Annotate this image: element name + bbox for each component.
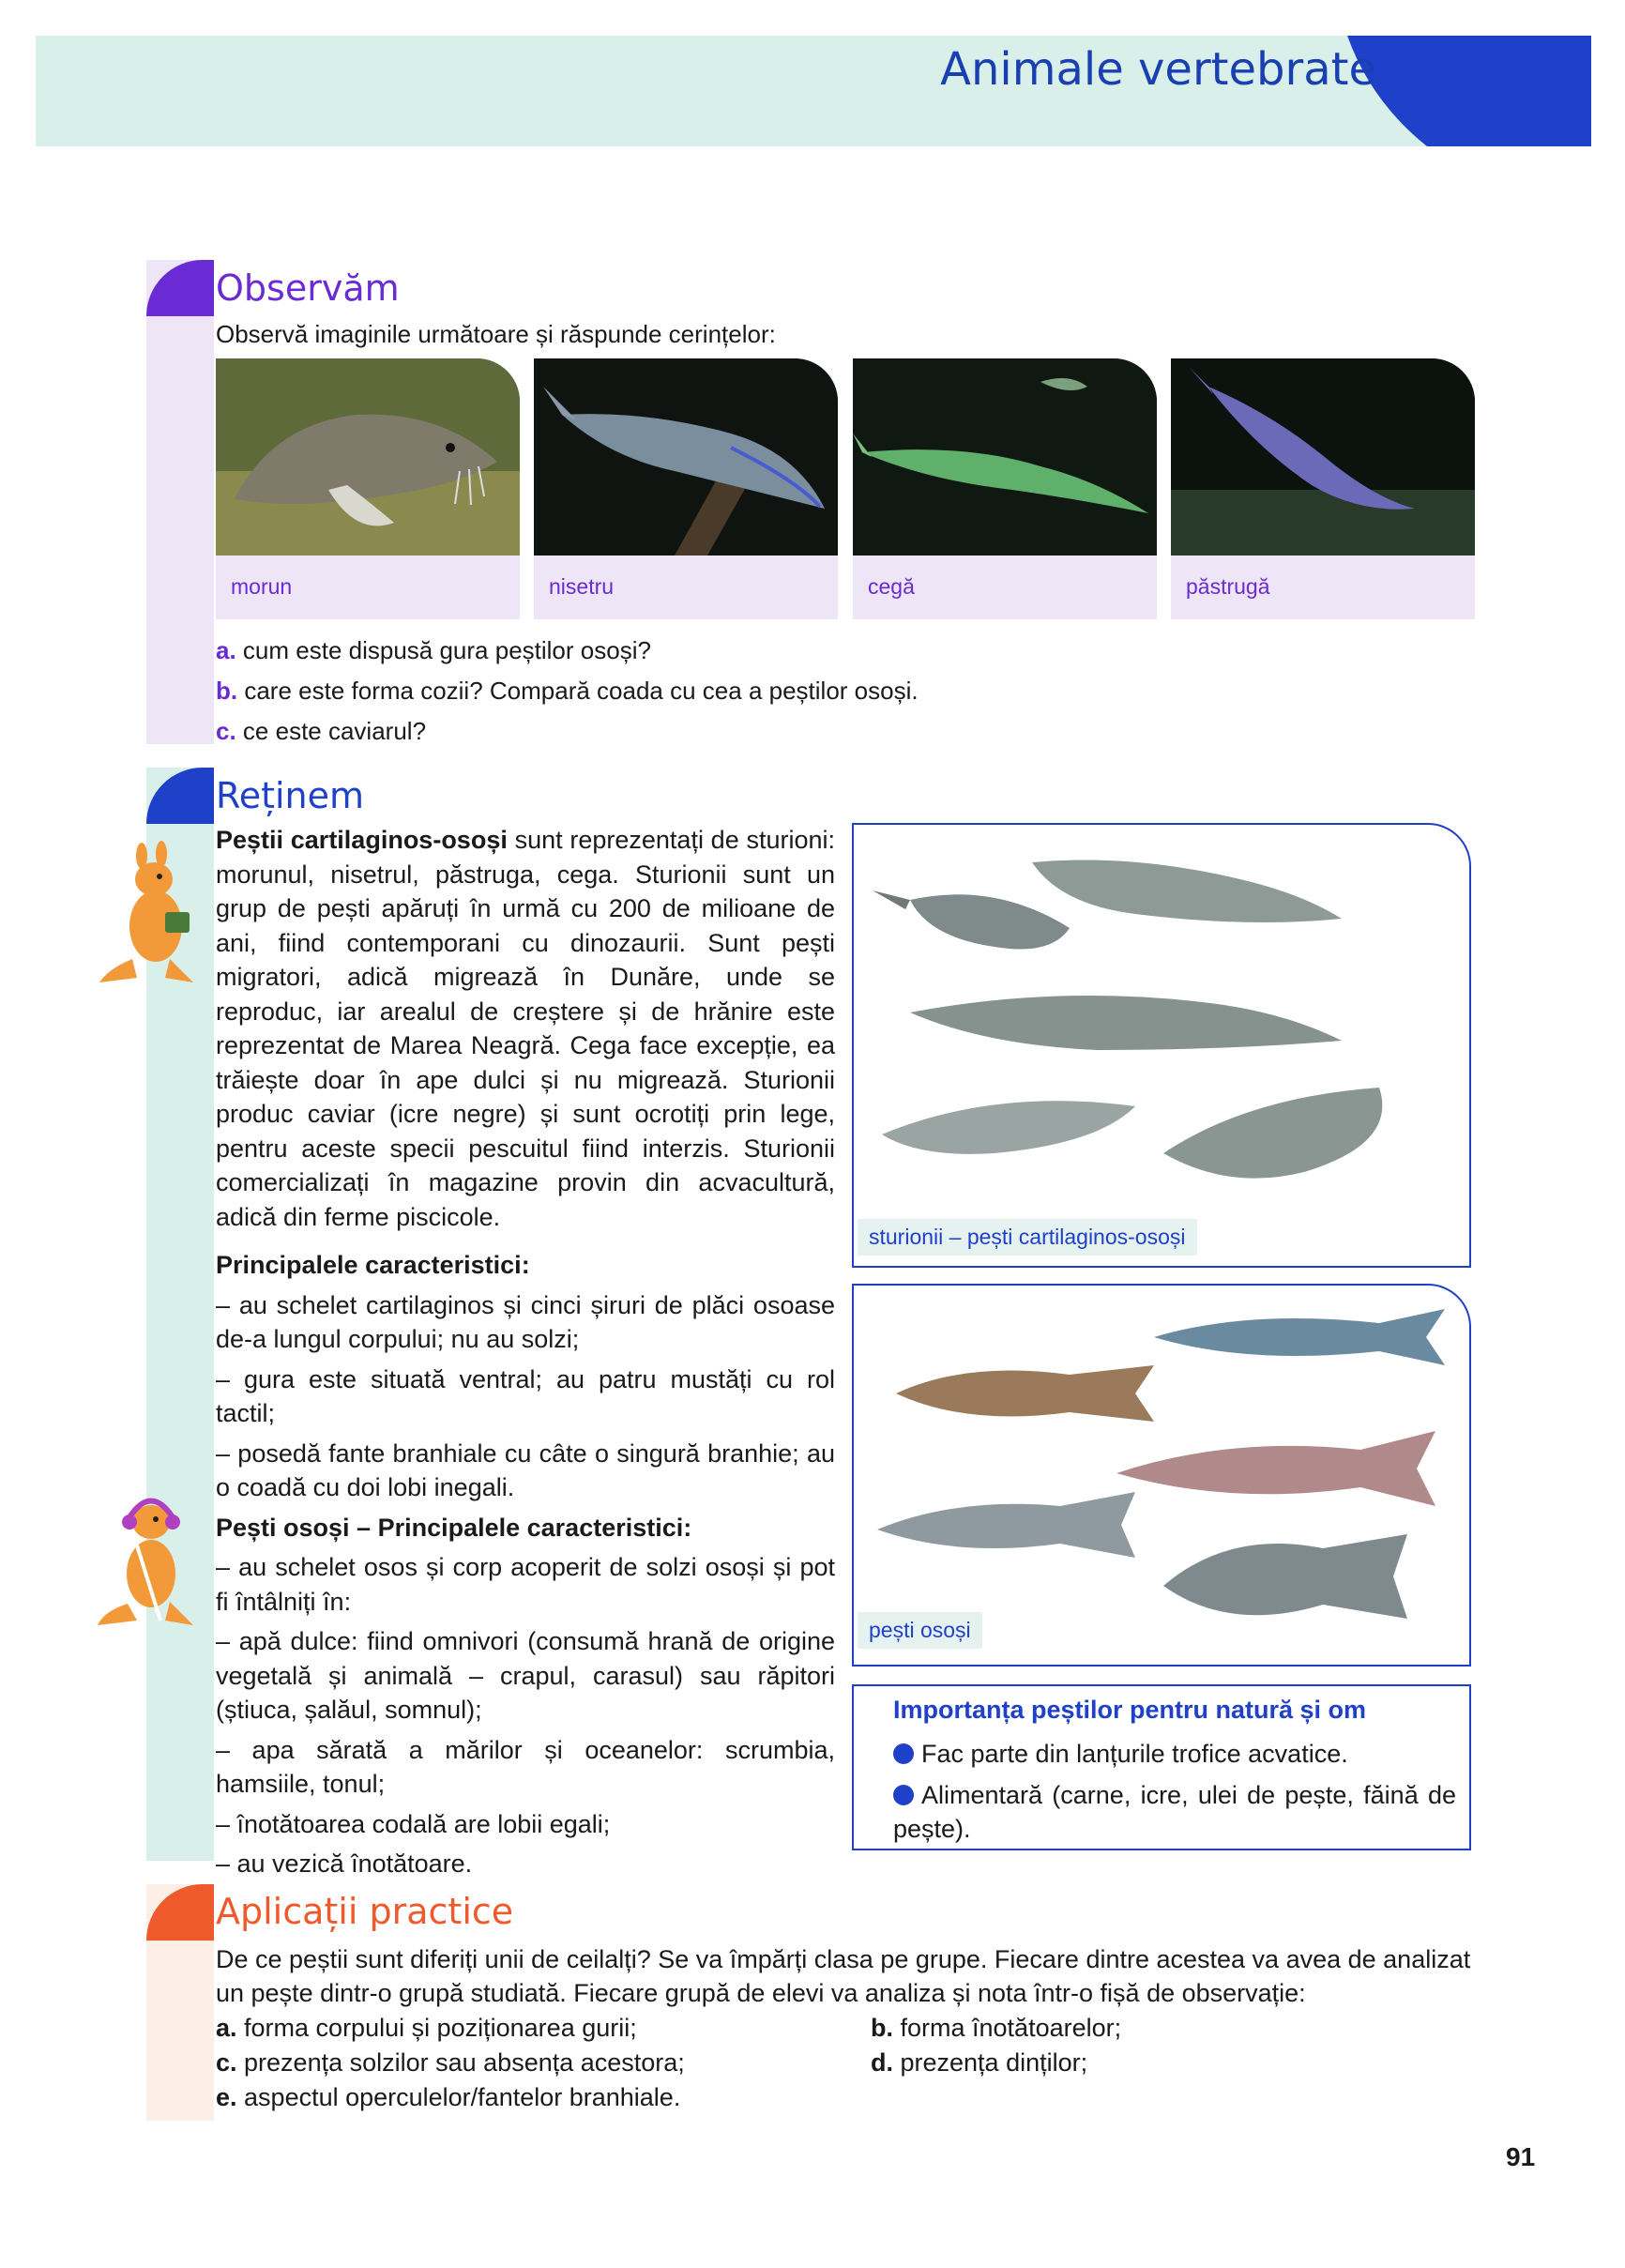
- bullet-icon: [893, 1785, 914, 1805]
- pastruga-photo: [1171, 358, 1475, 556]
- photo-card-cega: [853, 358, 1157, 619]
- importance-box: [852, 1684, 1471, 1850]
- page-title: Animale vertebrate: [940, 43, 1376, 96]
- cega-photo: [853, 358, 1157, 556]
- bony-fish-caption: pești osoși: [858, 1612, 982, 1649]
- aplicatii-item-b: b. forma înotătoarelor;: [871, 2014, 1122, 2042]
- cartilaginous-fish-term: Peștii cartilaginos-osoși: [216, 826, 508, 854]
- photo-card-morun: [216, 358, 520, 619]
- importance-item: Fac parte din lanțurile trofice acvatice.: [893, 1737, 1456, 1771]
- list-item: – gura este situată ventral; au patru mustăți cu rol tactil;: [216, 1364, 835, 1427]
- nisetru-photo: [534, 358, 838, 556]
- morun-photo: [216, 358, 520, 556]
- importance-item: Alimentară (carne, icre, ulei de pește, făină de pește).: [893, 1781, 1456, 1843]
- bony-fish-figure: [852, 1284, 1471, 1667]
- list-item: – apă dulce: fiind omnivori (consumă hrană de origine vegetală și animală – crapul, carasul) sau răpitori (știuca, șalăul, somnul);: [216, 1627, 835, 1724]
- header-corner-decoration: [1347, 36, 1591, 146]
- list-item: – apa sărată a mărilor și oceanelor: scrumbia, hamsiile, tonul;: [216, 1735, 835, 1798]
- kangaroo-mascot-bottom: [90, 1480, 212, 1630]
- list-item: – posedă fante branhiale cu câte o singură branhie; au o coadă cu doi lobi inegali.: [216, 1438, 835, 1501]
- sturgeons-figure: [852, 823, 1471, 1268]
- aplicatii-item-e: e. aspectul operculelor/fantelor branhiale.: [216, 2083, 681, 2111]
- observam-heading: Observăm: [216, 267, 400, 309]
- list-item: – înotătoarea codală are lobii egali;: [216, 1809, 611, 1838]
- cartilaginous-characteristics: [216, 1248, 835, 1887]
- photo-caption: cegă: [853, 556, 1157, 619]
- bullet-icon: [893, 1743, 914, 1764]
- aplicatii-item-a: a. forma corpului și poziționarea gurii;: [216, 2014, 637, 2042]
- kangaroo-mascot-top: [90, 837, 212, 987]
- photo-caption: nisetru: [534, 556, 838, 619]
- aplicatii-text: De ce peștii sunt diferiți unii de ceilalți? Se va împărți clasa pe grupe. Fiecare dintre acestea va avea de analizat un pește dintr-o grupă studiată. Fiecare grupă de elevi va analiza și nota într-o fișă de observație:: [216, 1945, 1471, 2007]
- list-item: – au schelet osos și corp acoperit de solzi osoși și pot fi întâlniți în:: [216, 1553, 835, 1616]
- aplicatii-heading: Aplicații practice: [216, 1891, 514, 1932]
- aplicatii-item-c: c. prezența solzilor sau absența acestora;: [216, 2048, 685, 2077]
- retinem-heading: Reținem: [216, 775, 365, 816]
- photo-caption: păstrugă: [1171, 556, 1475, 619]
- list-item: – au schelet cartilaginos și cinci șiruri de plăci osoase de-a lungul corpului; nu au solzi;: [216, 1290, 835, 1353]
- retinem-paragraph: Peștii cartilaginos-osoși sunt reprezentați de sturioni: morunul, nisetrul, păstruga, cega. Sturionii sunt un grup de pești apăruți în urmă cu 200 de milioane de ani, fiind contemporani cu dinozaurii. Sunt pești migratori, adică migrează în Dunăre, unde se reproduc, iar arealul de creștere și de hrănire este reprezentat de Marea Neagră. Cega face excepție, ea trăiește doar în ape dulci și nu migrează. Sturionii produc caviar (icre negre) și sunt ocrotiți prin lege, pentru aceste specii pescuitul fiind interzis. Sturionii comercializați în magazine provin din acvacultură, adică din ferme piscicole.: [216, 826, 835, 1231]
- question-b: b. care este forma cozii? Compară coada cu cea a peștilor osoși.: [216, 677, 919, 705]
- observam-intro: Observă imaginile următoare și răspunde cerințelor:: [216, 320, 776, 348]
- page-number: 91: [1506, 2142, 1536, 2171]
- list-item: – au vezică înotătoare.: [216, 1849, 473, 1878]
- importance-title: Importanța peștilor pentru natură și om: [893, 1696, 1367, 1724]
- sturgeons-illustration: [854, 825, 1469, 1219]
- observam-side-strip: [146, 260, 214, 744]
- bony-fish-illustration: [854, 1286, 1469, 1661]
- sturgeons-caption: sturionii – pești cartilaginos-osoși: [858, 1219, 1197, 1256]
- photo-card-nisetru: [534, 358, 838, 619]
- photo-card-pastruga: [1171, 358, 1475, 619]
- question-c: c. ce este caviarul?: [216, 717, 427, 745]
- aplicatii-item-d: d. prezența dinților;: [871, 2048, 1088, 2077]
- photo-caption: morun: [216, 556, 520, 619]
- question-a: a. cum este dispusă gura peștilor osoși?: [216, 636, 651, 664]
- characteristics-heading: Principalele caracteristici:: [216, 1251, 530, 1279]
- bony-fish-heading: Pești osoși – Principalele caracteristici:: [216, 1513, 692, 1542]
